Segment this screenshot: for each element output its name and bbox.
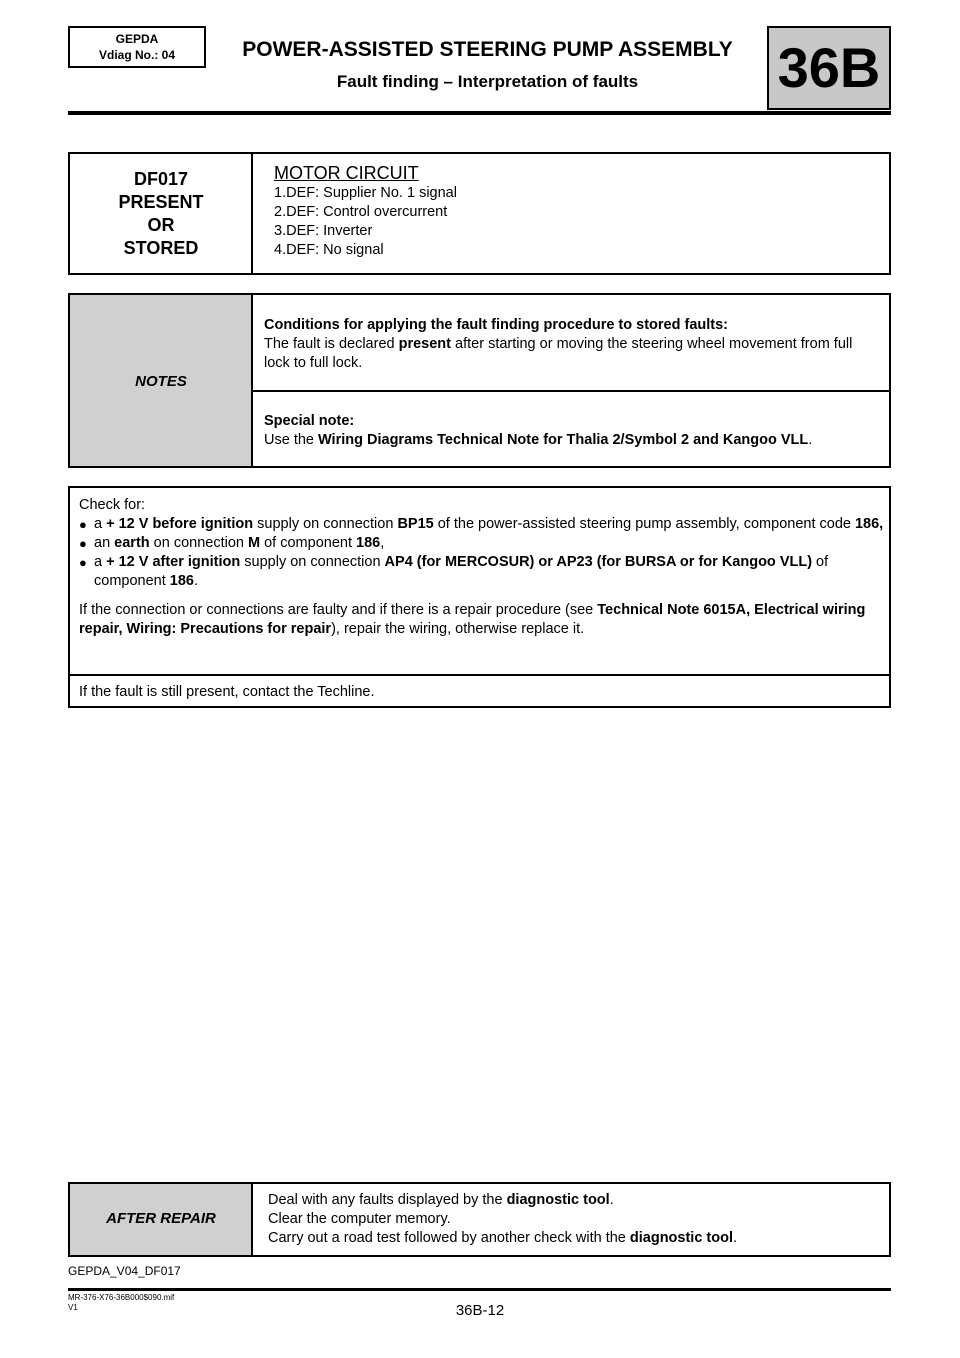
text: on connection xyxy=(149,535,248,551)
special-note-c: . xyxy=(808,432,813,448)
check-item-1 xyxy=(79,515,884,534)
check-content xyxy=(79,496,884,639)
check-item-2 xyxy=(79,534,884,553)
fault-code: DF017 xyxy=(133,169,189,189)
fault-stored: STORED xyxy=(123,238,199,258)
file-version: V1 xyxy=(68,1303,78,1312)
page-number: 36B-12 xyxy=(455,1302,505,1319)
earth: earth xyxy=(114,535,150,551)
page-title: POWER-ASSISTED STEERING PUMP ASSEMBLY xyxy=(242,38,733,61)
after-repair-step-3 xyxy=(268,1229,883,1248)
footer-file xyxy=(68,1293,174,1313)
repair-instructions xyxy=(79,601,884,639)
vehicle-code: GEPDA xyxy=(115,32,159,46)
fault-reference: GEPDA_V04_DF017 xyxy=(68,1264,181,1278)
fault-def-4: 4.DEF: No signal xyxy=(274,242,384,258)
vehicle-info-box xyxy=(68,26,206,68)
bullet-icon: ● xyxy=(79,517,87,532)
footer-rule xyxy=(68,1288,891,1291)
vdiag-number: Vdiag No.: 04 xyxy=(98,48,175,62)
after-repair-label-cell xyxy=(70,1184,252,1255)
special-note xyxy=(264,412,879,450)
notes-label-cell xyxy=(70,295,252,466)
fault-title: MOTOR CIRCUIT xyxy=(274,163,419,183)
check-box xyxy=(68,486,891,708)
connection-ap4-ap23: AP4 (for MERCOSUR) or AP23 (for BURSA or for Kangoo VLL) xyxy=(384,554,813,570)
file-name: MR-376-X76-36B000$090.mif xyxy=(68,1293,175,1302)
fault-details xyxy=(274,163,874,260)
after-repair-box xyxy=(68,1182,891,1257)
section-code: 36B xyxy=(767,26,891,110)
notes-row-divider xyxy=(253,390,889,392)
text: of the power-assisted steering pump assembly, component code xyxy=(433,516,855,532)
text: , xyxy=(380,535,385,551)
after-repair-label: AFTER REPAIR xyxy=(106,1210,216,1227)
conditions-text-a: The fault is declared xyxy=(264,336,399,352)
notes-label: NOTES xyxy=(135,373,187,390)
diagnostic-tool: diagnostic tool xyxy=(629,1230,733,1246)
text: Deal with any faults displayed by the xyxy=(268,1192,507,1208)
text: If the connection or connections are faulty and if there is a repair procedure (see xyxy=(79,602,598,618)
fault-status xyxy=(70,154,252,273)
check-item-3 xyxy=(79,553,884,591)
divider xyxy=(251,154,253,273)
text: supply on connection xyxy=(240,554,385,570)
diagnostic-tool: diagnostic tool xyxy=(506,1192,610,1208)
text: . xyxy=(609,1192,614,1208)
page-subtitle: Fault finding – Interpretation of faults xyxy=(336,72,639,91)
connection-bp15: BP15 xyxy=(397,516,434,532)
supply-before-ignition: + 12 V before ignition xyxy=(106,516,254,532)
divider xyxy=(251,295,253,466)
connection-m: M xyxy=(248,535,261,551)
divider xyxy=(251,1184,253,1255)
text: of component xyxy=(260,535,357,551)
stored-fault-conditions xyxy=(264,316,879,373)
after-repair-step-2: Clear the computer memory. xyxy=(268,1211,451,1227)
after-repair-steps xyxy=(268,1191,883,1248)
conditions-present: present xyxy=(398,336,451,352)
notes-box xyxy=(68,293,891,468)
text: a xyxy=(94,516,107,532)
text: a xyxy=(94,554,107,570)
check-row-divider xyxy=(70,674,889,676)
text: . xyxy=(193,573,199,589)
bullet-icon: ● xyxy=(79,555,87,570)
techline-note: If the fault is still present, contact the Techline. xyxy=(79,684,375,700)
component-code: 186 xyxy=(169,573,194,589)
text: of component xyxy=(94,554,829,589)
supply-after-ignition: + 12 V after ignition xyxy=(106,554,241,570)
text: an xyxy=(94,535,115,551)
fault-def-3: 3.DEF: Inverter xyxy=(274,223,373,239)
special-note-ref: Wiring Diagrams Technical Note for Thalia 2/Symbol 2 and Kangoo VLL xyxy=(318,432,809,448)
conditions-heading: Conditions for applying the fault finding procedure to stored faults: xyxy=(264,317,728,333)
fault-def-2: 2.DEF: Control overcurrent xyxy=(274,204,448,220)
fault-or: OR xyxy=(147,215,175,235)
fault-box xyxy=(68,152,891,275)
component-code: 186 xyxy=(356,535,381,551)
fault-def-1: 1.DEF: Supplier No. 1 signal xyxy=(274,185,457,201)
text: . xyxy=(733,1230,738,1246)
special-note-a: Use the xyxy=(264,432,318,448)
fault-present: PRESENT xyxy=(118,192,204,212)
text: Carry out a road test followed by another check with the xyxy=(268,1230,630,1246)
text: ), repair the wiring, otherwise replace it. xyxy=(331,621,585,637)
technical-note-ref: Technical Note 6015A, Electrical wiring repair, Wiring: Precautions for repair xyxy=(79,602,866,637)
after-repair-step-1 xyxy=(268,1191,883,1210)
bullet-icon: ● xyxy=(79,536,87,551)
text: supply on connection xyxy=(253,516,398,532)
header-rule xyxy=(68,111,891,115)
check-intro: Check for: xyxy=(79,497,146,513)
component-code: 186, xyxy=(854,516,884,532)
special-note-heading: Special note: xyxy=(264,413,355,429)
conditions-text-c: after starting or moving the steering wheel movement from full lock to full lock. xyxy=(264,336,853,371)
